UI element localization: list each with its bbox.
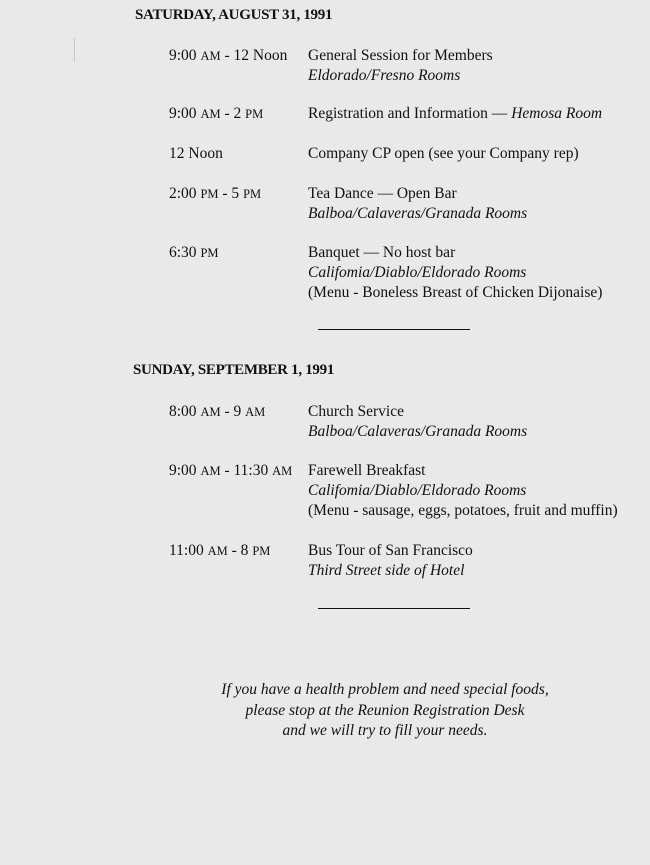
event-location: Balboa/Calaveras/Granada Rooms (308, 205, 528, 222)
event-title: General Session for Members (308, 47, 493, 64)
event-description (308, 243, 602, 303)
event-location: Califomia/Diablo/Eldorado Rooms (308, 264, 527, 281)
event-time: 2:00 PM - 5 PM (169, 185, 262, 202)
event-description (308, 46, 493, 86)
event-description (308, 461, 618, 521)
event-time: 11:00 AM - 8 PM (169, 542, 271, 559)
event-time: 12 Noon (169, 145, 223, 162)
event-location: Califomia/Diablo/Eldorado Rooms (308, 482, 527, 499)
section-divider (318, 608, 470, 609)
special-foods-note (180, 680, 590, 742)
event-description (308, 402, 527, 442)
day-heading-sunday: SUNDAY, SEPTEMBER 1, 1991 (133, 362, 335, 378)
event-location-inline: Hemosa Room (511, 105, 603, 122)
event-location: Third Street side of Hotel (308, 562, 465, 579)
note-line: If you have a health problem and need special foods, (221, 681, 549, 698)
event-time: 9:00 AM - 2 PM (169, 105, 264, 122)
event-title: Company CP open (see your Company rep) (308, 145, 579, 162)
event-location: Balboa/Calaveras/Granada Rooms (308, 423, 528, 440)
event-title: Bus Tour of San Francisco (308, 542, 473, 559)
event-location: Eldorado/Fresno Rooms (308, 67, 461, 84)
event-title: Tea Dance — Open Bar (308, 185, 457, 202)
event-time: 6:30 PM (169, 244, 219, 261)
section-divider (318, 329, 470, 330)
event-time: 8:00 AM - 9 AM (169, 403, 266, 420)
event-title: Registration and Information — Hemosa Room (308, 105, 603, 122)
event-description (308, 541, 473, 581)
event-description (308, 144, 579, 164)
event-description (308, 104, 602, 124)
event-time: 9:00 AM - 12 Noon (169, 47, 288, 64)
event-menu: (Menu - sausage, eggs, potatoes, fruit and muffin) (308, 502, 618, 519)
event-description (308, 184, 527, 224)
note-line: please stop at the Reunion Registration Desk (245, 701, 525, 719)
event-title: Banquet — No host bar (308, 244, 456, 261)
scan-speck (74, 38, 75, 62)
event-title: Farewell Breakfast (308, 462, 426, 479)
event-title: Church Service (308, 403, 404, 420)
note-line: and we will try to fill your needs. (282, 722, 488, 739)
event-menu: (Menu - Boneless Breast of Chicken Dijonaise) (308, 284, 603, 301)
day-heading-saturday: SATURDAY, AUGUST 31, 1991 (135, 7, 333, 23)
event-time: 9:00 AM - 11:30 AM (169, 462, 293, 479)
